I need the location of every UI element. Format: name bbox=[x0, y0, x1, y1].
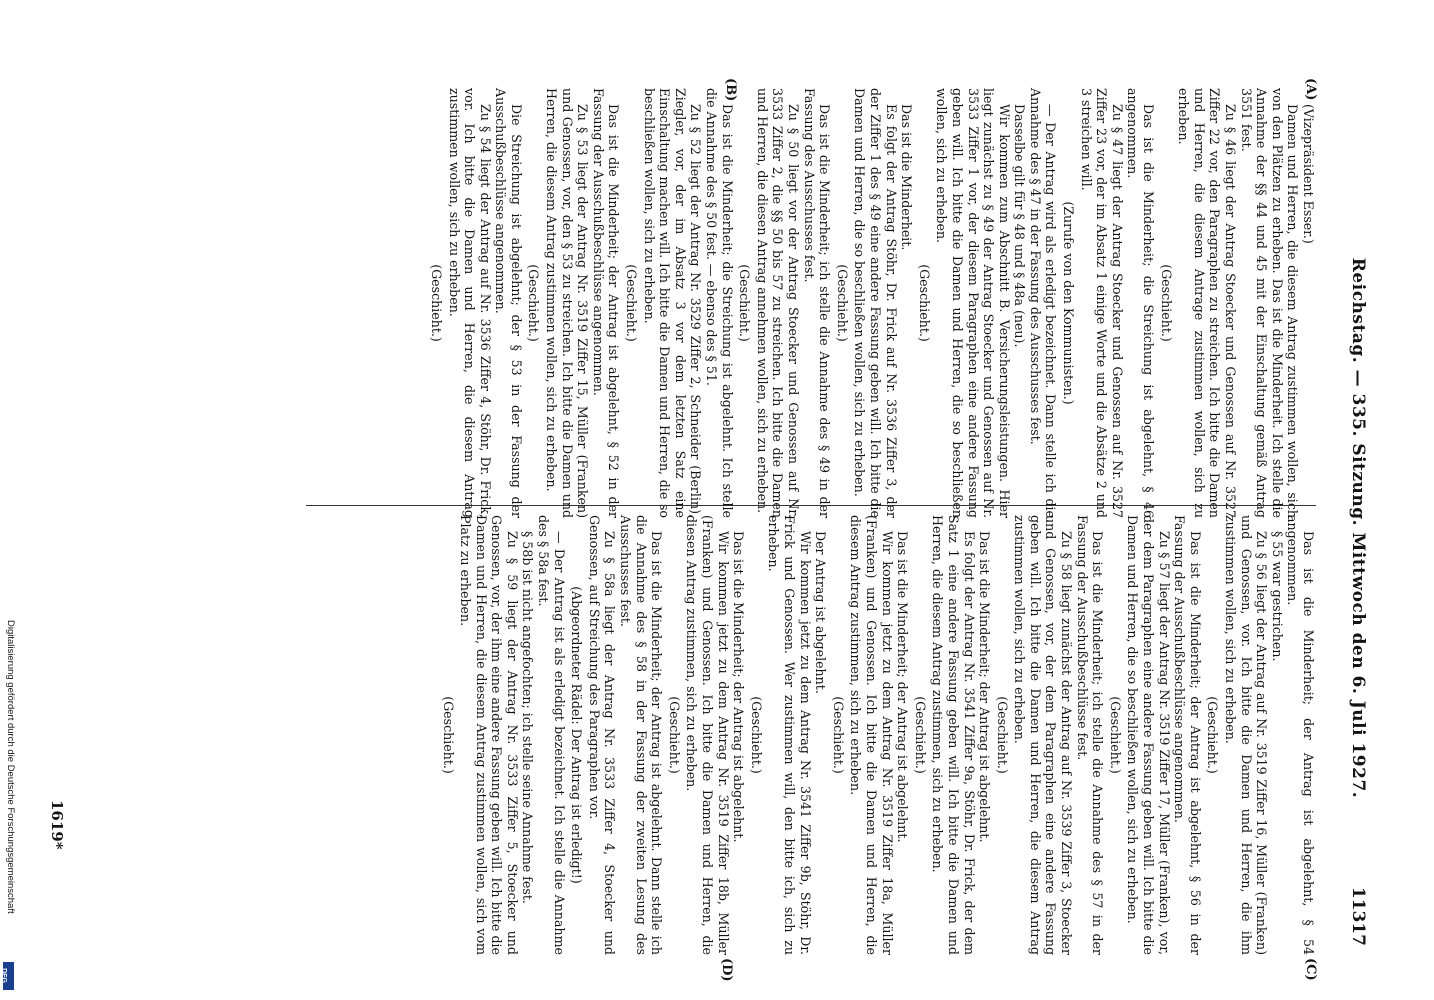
stage-direction: (Geschieht.) bbox=[834, 264, 850, 342]
paragraph: Zu § 52 liegt der Antrag Nr. 3529 Ziffer 2, Schneider (Berlin), Ziegler, vor, der im Absatz 3 vor dem letzten Satz eine Einschaltung machen will. Ich bitte die Damen und Herren, die so beschließen wollen, sich zu erheben. bbox=[641, 88, 704, 518]
paragraph: Wir kommen jetzt zu dem Antrag Nr. 3541 Ziffer 9b, Stöhr, Dr. Frick und Genossen. Wer zustimmen will, den bitte ich, sich zu erheben. bbox=[766, 515, 813, 955]
header-page-number: 11317 bbox=[1348, 886, 1368, 946]
footer-signature-mark: 1619* bbox=[48, 800, 66, 850]
stage-direction: (Geschieht.) bbox=[428, 264, 444, 342]
paragraph: Zu § 57 liegt der Antrag Nr. 3519 Ziffer 17, Müller (Franken), vor, der dem Paragraphen eine andere Fassung geben will. Ich bitte die Damen und Herren, die so beschließen wollen, sich zu erheben. bbox=[1125, 515, 1172, 955]
dfg-logo: DFG bbox=[3, 962, 14, 990]
stage-direction: (Geschieht.) bbox=[912, 696, 928, 774]
paragraph: Zu § 47 liegt der Antrag Stoecker und Genossen auf Nr. 3527 Ziffer 23 vor, der im Absatz 1 einige Worte und die Absätze 2 und 3 streichen will. bbox=[1078, 88, 1125, 518]
paragraph: Zu § 46 liegt der Antrag Stoecker und Genossen auf Nr. 3527 Ziffer 22 vor, den Paragraphen zu streichen. Ich bitte die Damen und Herren, die diesem Antrage zustimmen wollen, sich zu erheben. bbox=[1176, 88, 1239, 518]
paragraph: § 58b ist nicht angefochten; ich stelle seine Annahme fest. bbox=[520, 531, 536, 904]
paragraph: § 55 war gestrichen. bbox=[1269, 531, 1285, 662]
stage-direction: (Geschieht.) bbox=[1205, 696, 1221, 774]
paragraph: Es folgt der Antrag Nr. 3541 Ziffer 9a, Stöhr, Dr. Frick, der dem Satz 1 eine andere Fassung geben will. Ich bitte die Damen und Herren, die diesem Antrag zustimmen, sich zu erheben. bbox=[930, 515, 977, 955]
stage-direction: (Geschieht.) bbox=[830, 696, 846, 774]
paragraph: Das ist die Minderheit; die Streichung ist abgelehnt. Ich stelle die Annahme des § 50 fest. — ebenso des § 51. bbox=[704, 88, 735, 518]
paragraph: Zu § 54 liegt der Antrag auf Nr. 3536 Ziffer 4, Stöhr, Dr. Frick, vor. Ich bitte die Damen und Herren, die diesem Antrag zustimmen wollen, sich zu erheben. bbox=[446, 88, 493, 518]
paragraph: Das ist die Minderheit; der Antrag ist abgelehnt, § 54 angenommen. bbox=[1285, 515, 1316, 955]
paragraph: Das ist die Minderheit; die Streichung ist abgelehnt, § 46 angenommen. bbox=[1125, 88, 1157, 518]
paragraph: — Der Antrag ist als erledigt bezeichnet. Ich stelle die Annahme des § 58a fest. bbox=[536, 515, 567, 955]
bottom-dashed-line bbox=[0, 0, 24, 1000]
stage-direction: (Geschieht.) bbox=[1158, 264, 1174, 342]
paragraph: Das ist die Minderheit; ich stelle die Annahme des § 49 in der Fassung des Ausschusses fest. bbox=[801, 88, 833, 518]
stage-direction: (Geschieht.) bbox=[748, 696, 764, 774]
stage-direction: (Zurufe von den Kommunisten.) bbox=[1061, 201, 1077, 405]
paragraph: Zu § 58a liegt der Antrag Nr. 3533 Ziffer 4, Stoecker und Genossen, auf Streichung des Paragraphen vor. bbox=[586, 515, 618, 955]
paragraph: Das ist die Minderheit; der Antrag ist abgelehnt. bbox=[977, 531, 993, 843]
paragraph: (Vizepräsident Esser.) bbox=[1301, 104, 1316, 244]
paragraph: Das ist die Minderheit; der Antrag ist abgelehnt. bbox=[895, 531, 911, 843]
paragraph: Zu § 58 liegt zunächst der Antrag auf Nr. 3539 Ziffer 3, Stoecker und Genossen, vor, der dem Paragraphen eine andere Fassung geben will. Ich bitte die Damen und Herren, die diesem Antrag zustimmen wollen, sich zu erheben. bbox=[1012, 515, 1075, 955]
margin-letter-b: (B) bbox=[723, 78, 738, 102]
stage-direction: (Geschieht.) bbox=[994, 696, 1010, 774]
paragraph: Das ist die Minderheit; ich stelle die Annahme des § 57 in der Fassung der Ausschußbeschlüsse fest. bbox=[1074, 515, 1106, 955]
paragraph: Wir kommen zum Abschnitt B. Versicherungsleistungen. Hier liegt zunächst zu § 49 der Antrag Stoecker und Genossen auf Nr. 3533 Ziffer 1 vor, der diesem Paragraphen eine andere Fassung geben will. Ich bitte die Damen und Herren, die so beschließen wollen, sich zu erheben. bbox=[934, 88, 1012, 518]
stage-direction: (Geschieht.) bbox=[737, 264, 753, 342]
column-divider bbox=[306, 505, 1316, 506]
paragraph: Zu § 53 liegt der Antrag Nr. 3519 Ziffer 15, Müller (Franken) und Genossen, vor, den § 53 zu streichen. Ich bitte die Damen und Herren, die diesem Antrag zustimmen wollen, sich zu erheben. bbox=[544, 88, 591, 518]
stage-direction: (Abgeordneter Rädel: Der Antrag ist erledigt!) bbox=[569, 586, 585, 884]
paragraph: Das ist die Minderheit; der Antrag ist abgelehnt, § 56 in der Fassung der Ausschußbeschlüsse angenommen. bbox=[1172, 515, 1203, 955]
margin-letter-c: (C) bbox=[1303, 958, 1318, 981]
paragraph: Wir kommen jetzt zu dem Antrag Nr. 3519 Ziffer 18b, Müller (Franken) und Genossen. Ich bitte die Damen und Herren, die diesen Antrag zustimmen, sich zu erheben. bbox=[684, 515, 731, 955]
paragraph: Das ist die Minderheit. bbox=[899, 104, 915, 251]
credit-text: Digitalisierung gefördert durch die Deutsche Forschungsgemeinschaft bbox=[5, 620, 16, 914]
paragraph: — Der Antrag wird als erledigt bezeichnet. Dann stelle ich die Annahme des § 47 in der Fassung des Ausschusses fest. bbox=[1027, 88, 1059, 518]
paragraph: Der Antrag ist abgelehnt. bbox=[813, 531, 829, 694]
stage-direction: (Geschieht.) bbox=[440, 696, 456, 774]
paragraph: Die Streichung ist abgelehnt; der § 53 in der Fassung der Ausschußbeschlüsse angenommen. bbox=[493, 88, 524, 518]
stage-direction: (Geschieht.) bbox=[1107, 696, 1123, 774]
paragraph: Das ist die Minderheit; der Antrag ist abgelehnt. Dann stelle ich die Annahme des § 58 in der Fassung der zweiten Lesung des Ausschusses fest. bbox=[618, 515, 665, 955]
right-column bbox=[438, 515, 1316, 955]
paragraph: Das ist die Minderheit; der Antrag ist abgelehnt, § 52 in der Fassung der Ausschußbeschlüsse angenommen. bbox=[590, 88, 622, 518]
paragraph: Es folgt der Antrag Stöhr, Dr. Frick auf Nr. 3536 Ziffer 3, der der Ziffer 1 des § 49 eine andere Fassung geben will. Ich bitte die Damen und Herren, die so beschließen wollen, sich zu erheben. bbox=[852, 88, 899, 518]
margin-letter-a: (A) bbox=[1303, 78, 1318, 101]
stage-direction: (Geschieht.) bbox=[624, 264, 640, 342]
stage-direction: (Geschieht.) bbox=[526, 264, 542, 342]
paragraph: Damen und Herren, die diesem Antrag zustimmen wollen, sich von den Plätzen zu erheben. Das ist die Minderheit. Ich stelle die Annahme der §§ 44 und 45 mit der Einschaltung gemäß Antrag 3551 fest. bbox=[1238, 88, 1301, 518]
stage-direction: (Geschieht.) bbox=[666, 696, 682, 774]
header-title: Reichstag. — 335. Sitzung. Mittwoch den 6. Juli 1927. bbox=[1348, 257, 1368, 799]
margin-letter-d: (D) bbox=[719, 958, 734, 982]
page-header bbox=[1332, 68, 1372, 968]
stage-direction: (Geschieht.) bbox=[916, 264, 932, 342]
left-column bbox=[426, 88, 1316, 518]
paragraph: Dasselbe gilt für § 48 und § 48a (neu). bbox=[1012, 104, 1028, 348]
paragraph: Zu § 56 liegt der Antrag auf Nr. 3519 Ziffer 16, Müller (Franken) und Genossen, vor. Ich bitte die Damen und Herren, die ihm zustimmen wollen, sich zu erheben. bbox=[1223, 515, 1270, 955]
paragraph: Wir kommen jetzt zu dem Antrag Nr. 3519 Ziffer 18a, Müller (Franken) und Genossen. Ich bitte die Damen und Herren, die diesem Antrag zustimmen, sich zu erheben. bbox=[848, 515, 895, 955]
paragraph: Zu § 59 liegt der Antrag Nr. 3533 Ziffer 5, Stoecker und Genossen, vor, der ihm eine andere Fassung geben will. Ich bitte die Damen und Herren, die diesem Antrag zustimmen wollen, sich vom Platz zu erheben. bbox=[458, 515, 520, 955]
paragraph: Zu § 50 liegt vor der Antrag Stoecker und Genossen auf Nr. 3533 Ziffer 2, die §§ 50 bis 57 zu streichen. Ich bitte die Damen und Herren, die diesen Antrag annehmen wollen, sich zu erheben. bbox=[754, 88, 801, 518]
paragraph: Das ist die Minderheit; der Antrag ist abgelehnt. bbox=[731, 531, 747, 843]
